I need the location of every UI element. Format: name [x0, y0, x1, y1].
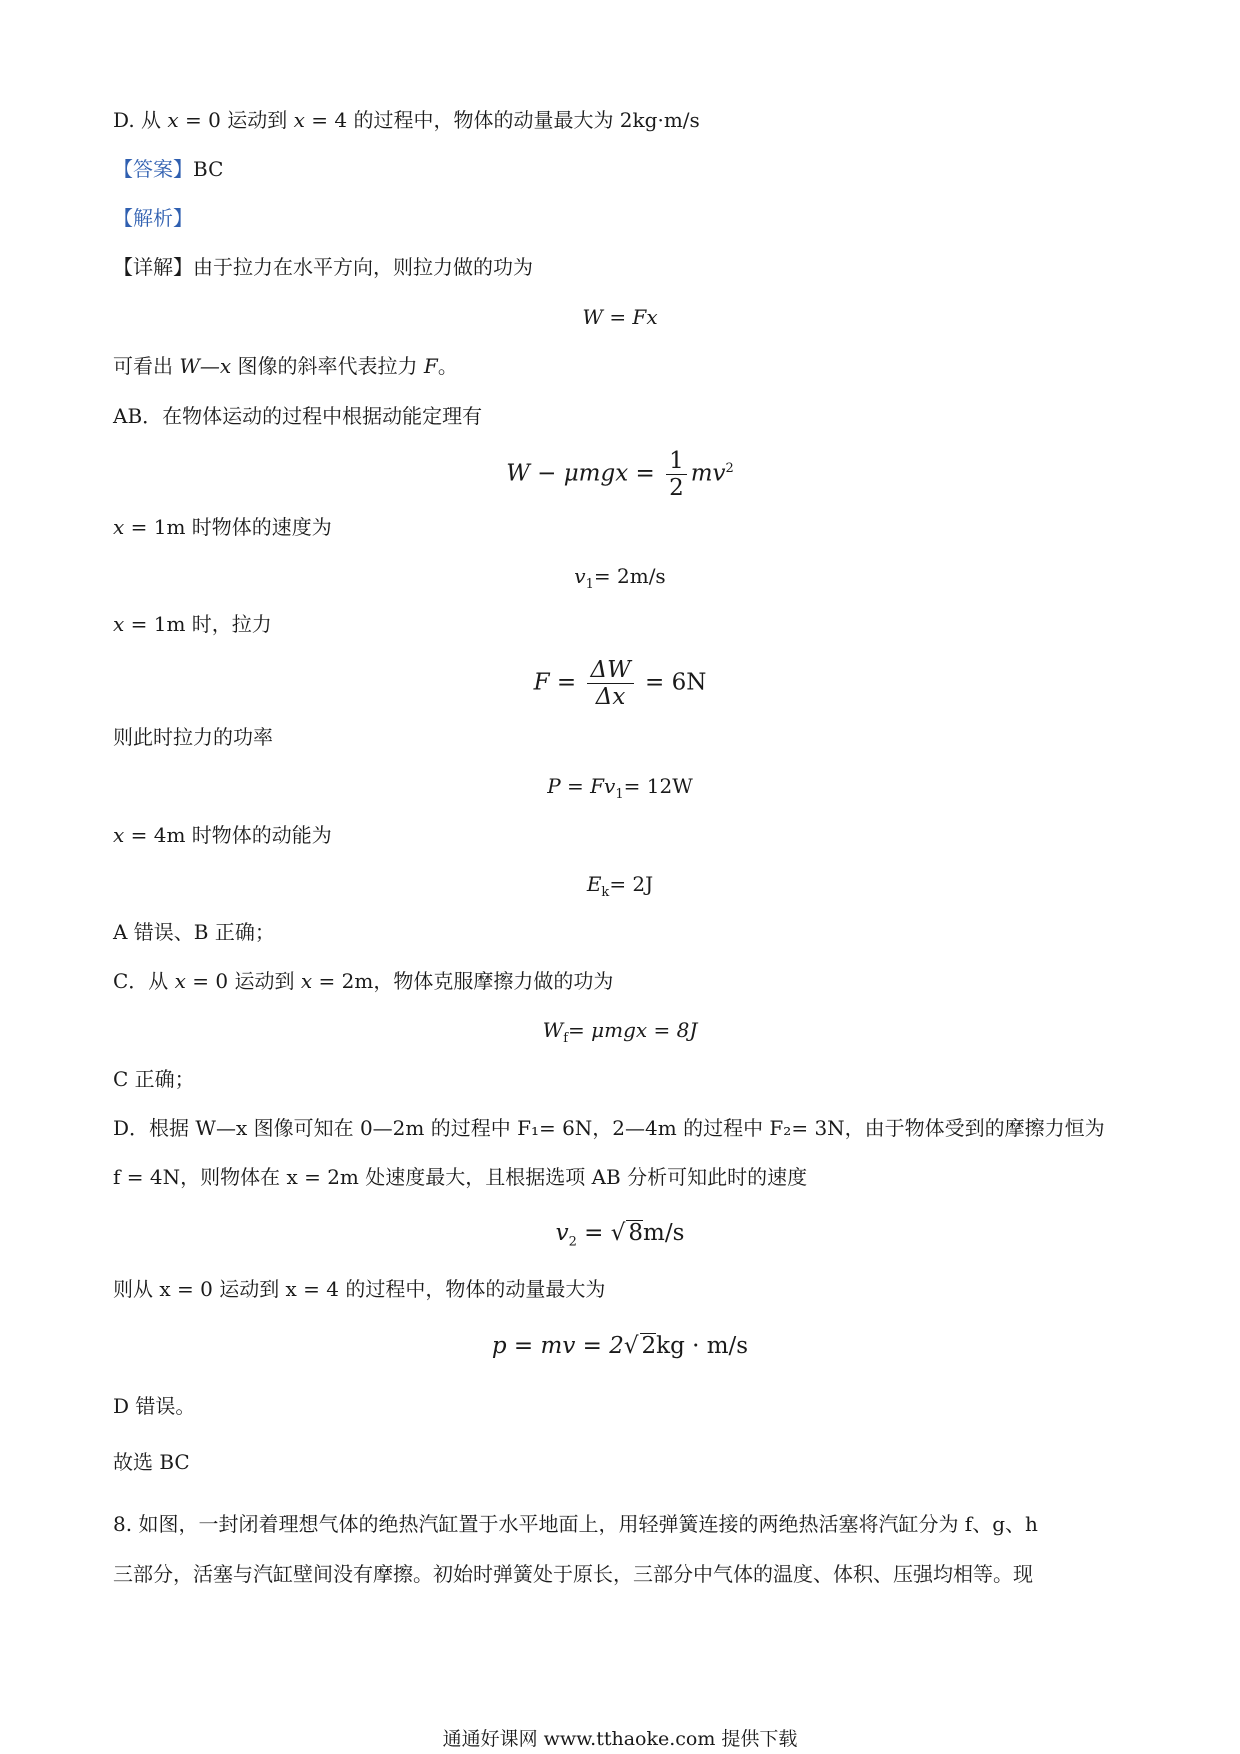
p-intro-line: 则从 x = 0 运动到 x = 4 的过程中，物体的动量最大为 — [113, 1277, 606, 1301]
equation-work: W = Fx — [582, 305, 658, 329]
velocity-intro-line: x = 1m 时物体的速度为 — [113, 515, 332, 539]
page-footer: 通通好课网 www.tthaoke.com 提供下载 — [442, 1728, 798, 1750]
c-conclusion-line: C 正确； — [113, 1067, 195, 1091]
equation-kinetic-energy: $E_k= 2J$ — [586, 872, 654, 900]
d-analysis-line-1: D．根据 W—x 图像可知在 0—2m 的过程中 F₁= 6N，2—4m 的过程中 F₂= 3N，由于物体受到的摩擦力恒为 — [113, 1116, 1105, 1140]
d-analysis-line-2: f = 4N，则物体在 x = 2m 处速度最大，且根据选项 AB 分析可知此时的速度 — [113, 1165, 808, 1189]
equation-energy-theorem: W − μmgx = $\frac{1}{2}$ $mv^2$ — [506, 448, 734, 501]
ab-conclusion-line: A 错误、B 正确； — [113, 920, 275, 944]
equation-momentum: p = mv = 2√ 2kg · m/s — [491, 1333, 749, 1359]
detail-line: 【详解】由于拉力在水平方向，则拉力做的功为 — [113, 255, 533, 279]
answer-value: BC — [193, 157, 224, 181]
ab-intro-line: AB．在物体运动的过程中根据动能定理有 — [113, 404, 483, 428]
final-answer-line: 故选 BC — [113, 1450, 190, 1474]
power-intro-line: 则此时拉力的功率 — [113, 725, 273, 749]
option-d-line: D. 从 x = 0 运动到 x = 4 的过程中，物体的动量最大为 2kg·m/s — [113, 108, 700, 132]
question-8-line-2: 三部分，活塞与汽缸壁间没有摩擦。初始时弹簧处于原长，三部分中气体的温度、体积、压强均相等。现 — [113, 1562, 1033, 1586]
answer-tag: 【答案】 — [113, 157, 193, 181]
d-conclusion-line: D 错误。 — [113, 1394, 196, 1418]
fraction-dw-dx: $\frac{\Delta W}{\Delta x}$ — [587, 657, 633, 710]
equation-force: F = $\frac{\Delta W}{\Delta x}$ = 6N — [533, 657, 707, 710]
c-intro-line: C．从 x = 0 运动到 x = 2m，物体克服摩擦力做的功为 — [113, 969, 614, 993]
answer-line — [113, 155, 223, 183]
equation-power: $P = Fv_1= 12W$ — [547, 774, 693, 802]
pull-intro-line: x = 1m 时，拉力 — [113, 612, 272, 636]
question-8-line-1: 8. 如图，一封闭着理想气体的绝热汽缸置于水平地面上，用轻弹簧连接的两绝热活塞将汽缸分为 f、g、h — [113, 1512, 1038, 1536]
equation-friction-work: $W_f= \mu mgx = 8J$ — [542, 1018, 698, 1046]
fraction-half: $\frac{1}{2}$ — [666, 448, 687, 501]
equation-v1: $v_1= 2m/s$ — [574, 564, 666, 592]
equation-v2: $v_2$ = √ 8m/s — [555, 1220, 685, 1250]
analysis-tag: 【解析】 — [113, 206, 193, 230]
detail-tag: 【详解】 — [113, 255, 193, 279]
ek-intro-line: x = 4m 时物体的动能为 — [113, 823, 332, 847]
slope-line: 可看出 W—x 图像的斜率代表拉力 F。 — [113, 354, 458, 378]
